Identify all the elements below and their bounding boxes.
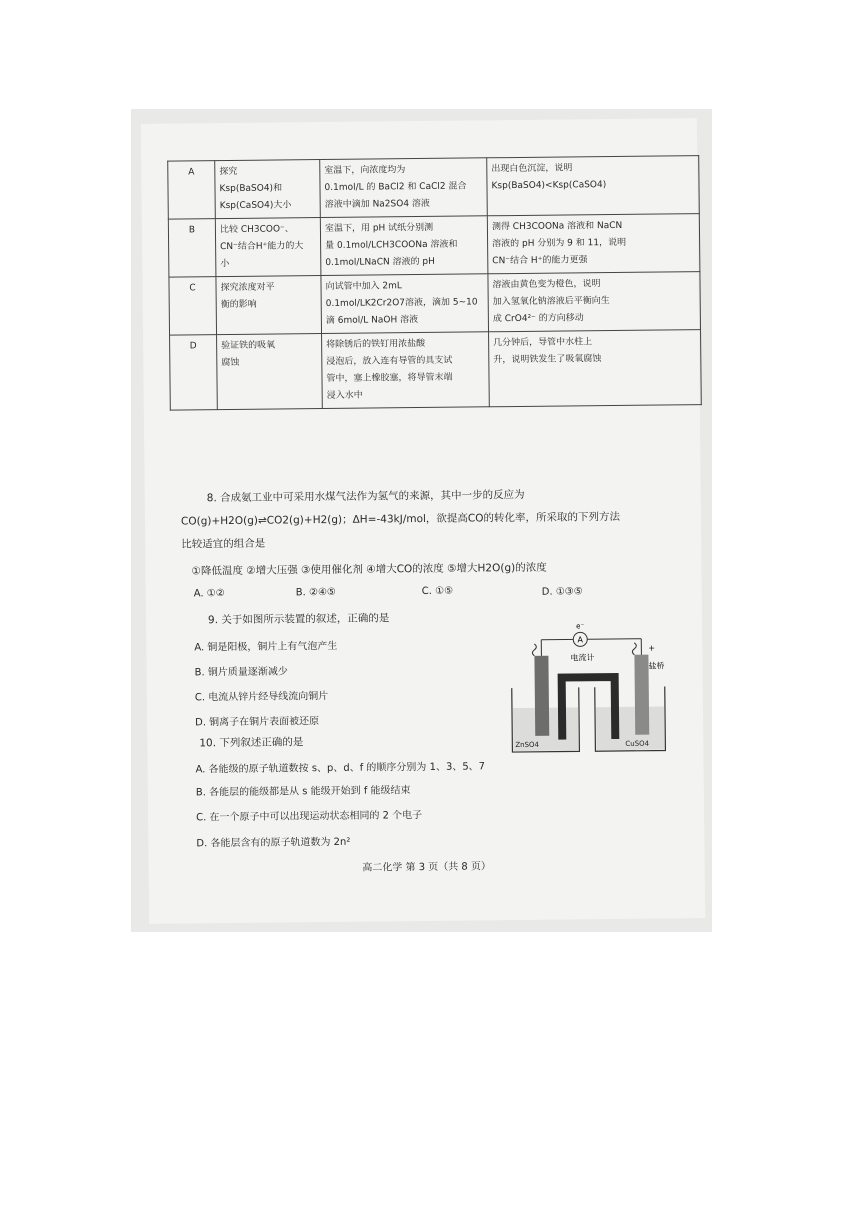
row-goal (216, 276, 322, 335)
table-row (169, 272, 701, 336)
row-operation (320, 158, 488, 218)
q10-option-a: A. 各能级的原子轨道数按 s、p、d、f 的顺序分别为 1、3、5、7 (195, 761, 486, 776)
q8-option-b: B. ②④⑤ (295, 586, 336, 599)
row-operation-line: 室温下，用 pH 试纸分别测 (324, 222, 434, 235)
row-goal-line: 小 (220, 259, 230, 270)
row-result-line: 几分钟后，导管中水柱上 (493, 337, 593, 349)
row-operation-line: 将除锈后的铁钉用浓盐酸 (326, 338, 426, 351)
row-operation-line: 0.1mol/LK2Cr2O7溶液，滴加 5~10 (325, 297, 478, 310)
galvanic-cell-diagram (506, 622, 677, 760)
row-id: C (169, 277, 217, 335)
row-goal (215, 218, 321, 277)
row-result-line: 出现白色沉淀，说明 (491, 163, 573, 175)
row-id: D (170, 335, 218, 410)
cu-label: CuSO4 (625, 739, 650, 748)
row-goal-line: Ksp(CaSO4)大小 (219, 200, 292, 212)
row-operation-line: 浸泡后，放入连有导管的具支试 (326, 355, 453, 368)
q8-measures: ①降低温度 ②增大压强 ③使用催化剂 ④增大CO的浓度 ⑤增大H2O(g)的浓度 (191, 561, 547, 578)
document-photo (131, 109, 712, 932)
row-operation-line: 滴 6mol/L NaOH 溶液 (325, 315, 419, 327)
zinc-electrode (534, 656, 549, 736)
q9-option-c: C. 电流从锌片经导线流向铜片 (194, 691, 329, 704)
spring-left (532, 644, 536, 656)
table-row (168, 156, 700, 220)
row-operation-line: 量 0.1mol/LCH3COONa 溶液和 (325, 239, 458, 252)
row-operation-line: 浸入水中 (326, 390, 363, 402)
q8-stem-line3: 比较适宜的组合是 (181, 537, 266, 551)
row-result (487, 214, 700, 274)
q9-stem: 9. 关于如图所示装置的叙述，正确的是 (207, 612, 390, 627)
electron-label: e⁻ (576, 622, 585, 631)
row-goal-line: 探究 (219, 166, 238, 178)
q10-stem: 10. 下列叙述正确的是 (199, 736, 304, 750)
wire-top (541, 639, 641, 640)
row-operation (321, 274, 489, 334)
row-operation-line: 0.1mol/LNaCN 溶液的 pH (325, 256, 435, 269)
plus-sign: + (648, 643, 656, 653)
row-operation-line: 室温下，向浓度均为 (324, 165, 406, 177)
row-operation-line: 管中，塞上橡胶塞，将导管末端 (326, 372, 453, 385)
row-result-line: 升，说明铁发生了吸氧腐蚀 (493, 354, 602, 366)
salt-bridge-label: 盐桥 (648, 661, 665, 671)
row-operation (322, 332, 490, 409)
q8-stem-line2: CO(g)+H2O(g)⇌CO2(g)+H2(g)；ΔH=-43kJ/mol，欲提高CO的转化率，所采取的下列方法 (180, 510, 621, 528)
row-id: B (168, 219, 216, 277)
experiment-table (167, 155, 702, 411)
q10-option-b: B. 各能层的能级都是从 s 能级开始到 f 能级结束 (195, 785, 411, 799)
q9-option-d: D. 铜离子在铜片表面被还原 (195, 716, 320, 729)
q8-option-a: A. ①② (193, 588, 225, 600)
ammeter-symbol: A (577, 635, 584, 645)
row-goal-line: 衡的影响 (220, 299, 257, 311)
row-result-line: CN⁻结合 H⁺的能力更强 (492, 255, 588, 267)
meter-label: 电流计 (570, 653, 595, 663)
row-goal (217, 334, 323, 410)
row-goal-line: 验证铁的吸氧 (221, 340, 276, 352)
exam-page (141, 118, 705, 924)
row-result (489, 330, 702, 407)
row-goal-line: CN⁻结合H⁺能力的大 (220, 241, 304, 253)
row-result (488, 272, 701, 332)
table-row (168, 214, 700, 278)
row-result (487, 156, 700, 216)
page-footer: 高二化学 第 3 页（共 8 页） (362, 861, 491, 874)
row-result-line: 溶液由黄色变为橙色，说明 (492, 279, 601, 291)
row-operation-line: 0.1mol/L 的 BaCl2 和 CaCl2 混合 (324, 181, 467, 194)
row-operation-line: 溶液中滴加 Na2SO4 溶液 (324, 198, 430, 211)
row-goal (215, 160, 321, 219)
row-id: A (168, 161, 216, 219)
q8-option-d: D. ①③⑤ (541, 586, 583, 598)
row-goal-line: 比较 CH3COO⁻、 (219, 224, 294, 236)
row-goal-line: Ksp(BaSO4)和 (219, 183, 283, 195)
q8-option-c: C. ①⑤ (421, 585, 454, 598)
q9-option-a: A. 铜是阳极，铜片上有气泡产生 (194, 640, 338, 654)
table-row (170, 330, 702, 411)
row-result-line: 溶液的 pH 分别为 9 和 11，说明 (492, 237, 627, 250)
q8-stem-line1: 8. 合成氨工业中可采用水煤气法作为氢气的来源，其中一步的反应为 (206, 488, 525, 505)
row-goal-line: 腐蚀 (221, 357, 240, 369)
row-result-line: 成 CrO4²⁻ 的方向移动 (492, 313, 584, 325)
row-operation-line: 向试管中加入 2mL (325, 281, 402, 293)
q9-option-b: B. 铜片质量逐渐减少 (194, 666, 288, 679)
row-result-line: 测得 CH3COONa 溶液和 NaCN (491, 220, 623, 233)
copper-electrode (634, 655, 649, 735)
row-result-line: Ksp(BaSO4)<Ksp(CaSO4) (491, 180, 607, 192)
q10-option-c: C. 在一个原子中可以出现运动状态相同的 2 个电子 (196, 810, 423, 824)
row-goal-line: 探究浓度对平 (220, 282, 275, 294)
spring-right (632, 643, 636, 655)
q10-option-d: D. 各能层含有的原子轨道数为 2n² (196, 836, 351, 850)
row-result-line: 加入氢氧化钠溶液后平衡向生 (492, 296, 610, 308)
row-operation (320, 216, 488, 276)
zn-label: ZnSO4 (515, 740, 540, 750)
